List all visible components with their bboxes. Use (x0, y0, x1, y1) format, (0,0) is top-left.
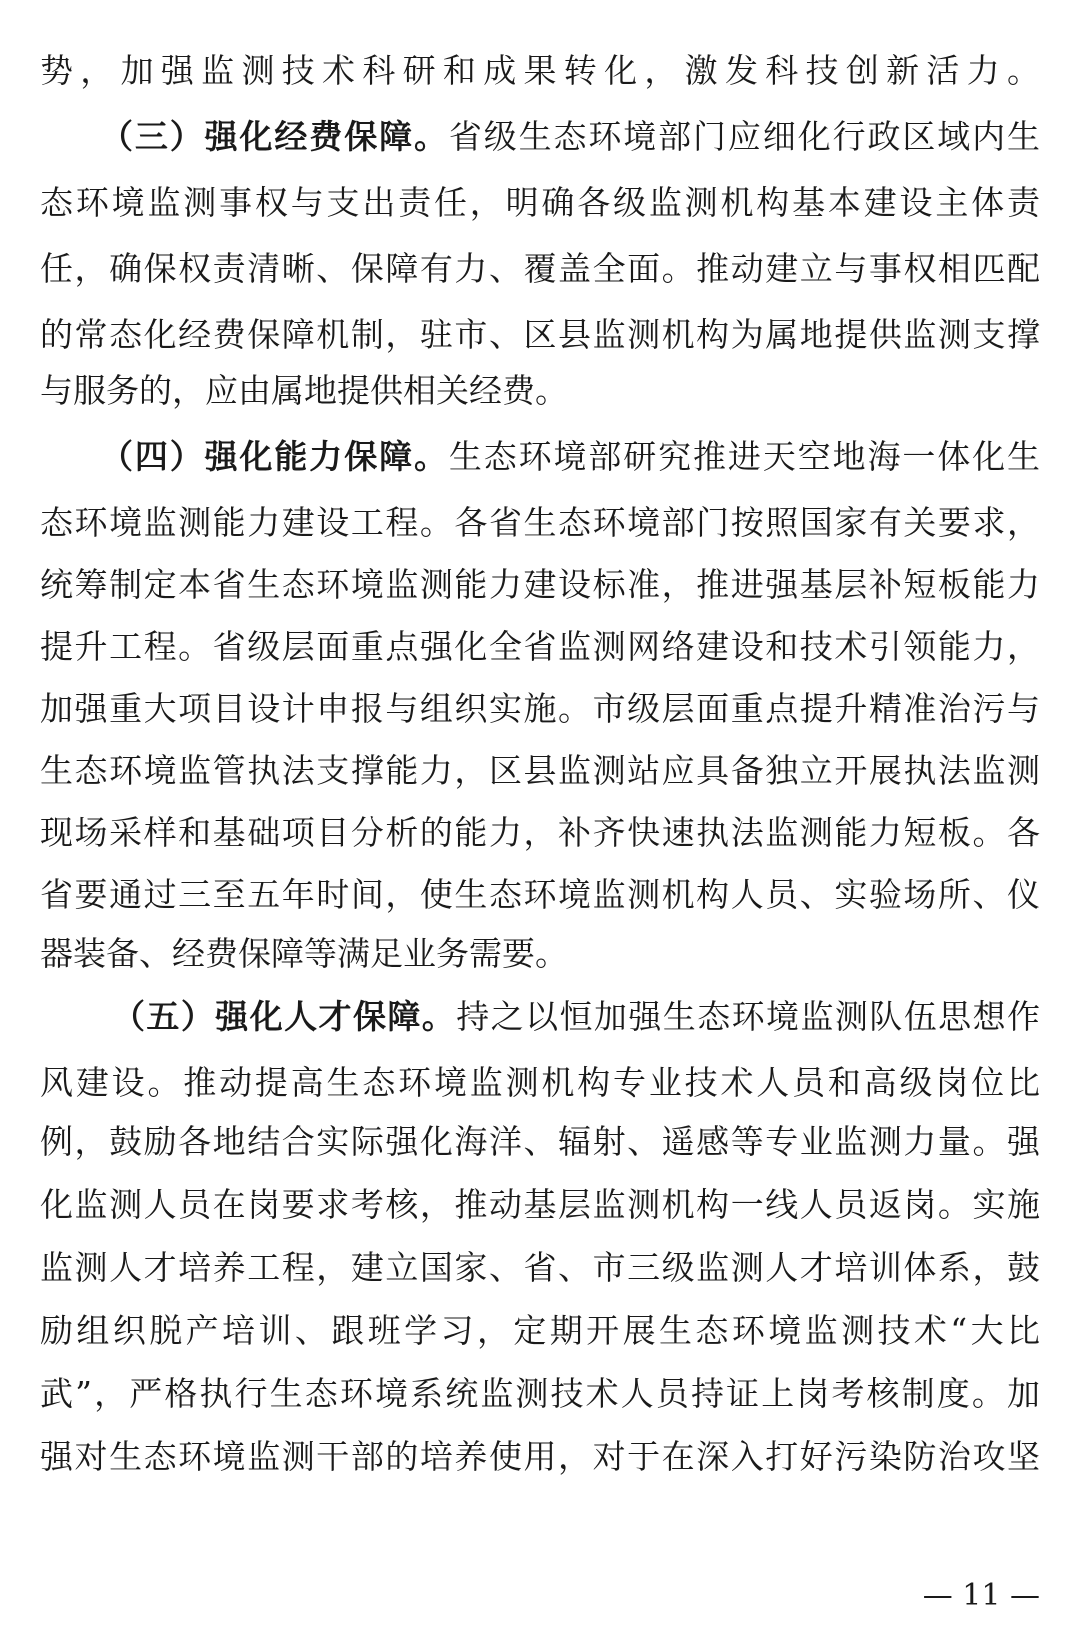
paragraph-line (40, 371, 1040, 411)
line-text: 器装备、经费保障等满足业务需要。 (40, 934, 568, 973)
paragraph-line (40, 249, 1040, 289)
line-text: 加强重大项目设计申报与组织实施。市级层面重点提升精准治污与 (40, 689, 1040, 728)
paragraph-line (40, 1122, 1040, 1162)
line-text: 省级生态环境部门应细化行政区域内生 (448, 117, 1041, 156)
line-text: 统筹制定本省生态环境监测能力建设标准，推进强基层补短板能力 (40, 565, 1040, 604)
paragraph-line (40, 1374, 1040, 1414)
line-text: 省要通过三至五年时间，使生态环境监测机构人员、实验场所、仪 (40, 875, 1040, 914)
paragraph-line (40, 51, 1040, 91)
line-text: 现场采样和基础项目分析的能力，补齐快速执法监测能力短板。各 (40, 813, 1040, 852)
paragraph-line (40, 315, 1040, 355)
line-text: 的常态化经费保障机制，驻市、区县监测机构为属地提供监测支撑 (40, 315, 1040, 354)
line-text: 化监测人员在岗要求考核，推动基层监测机构一线人员返岗。实施 (40, 1185, 1040, 1224)
paragraph-line (40, 813, 1040, 853)
line-text: 生态环境部研究推进天空地海一体化生 (448, 437, 1041, 476)
section-heading: （五）强化人才保障。 (112, 997, 457, 1036)
line-text: 强对生态环境监测干部的培养使用，对于在深入打好污染防治攻坚 (40, 1437, 1040, 1476)
paragraph-line (40, 1248, 1040, 1288)
section-heading-line (112, 997, 1040, 1037)
line-text: 例，鼓励各地结合实际强化海洋、辐射、遥感等专业监测力量。强 (40, 1122, 1040, 1161)
line-text: 提升工程。省级层面重点强化全省监测网络建设和技术引领能力， (40, 627, 1040, 666)
line-text: 励组织脱产培训、跟班学习，定期开展生态环境监测技术“大比 (40, 1311, 1040, 1350)
line-text: 势，加强监测技术科研和成果转化，激发科技创新活力。 (40, 51, 1040, 90)
page-number: — 11 — (922, 1578, 1040, 1613)
paragraph-line (40, 934, 1040, 974)
section-heading: （四）强化能力保障。 (100, 437, 449, 476)
paragraph-line (40, 1311, 1040, 1351)
paragraph-line (40, 1437, 1040, 1477)
line-text: 风建设。推动提高生态环境监测机构专业技术人员和高级岗位比 (40, 1063, 1040, 1102)
section-heading-line (100, 437, 1040, 477)
paragraph-line (40, 1185, 1040, 1225)
line-text: 武”，严格执行生态环境系统监测技术人员持证上岗考核制度。加 (40, 1374, 1040, 1413)
line-text: 态环境监测事权与支出责任，明确各级监测机构基本建设主体责 (40, 183, 1040, 222)
paragraph-line (40, 875, 1040, 915)
paragraph-line (40, 183, 1040, 223)
line-text: 生态环境监管执法支撑能力，区县监测站应具备独立开展执法监测 (40, 751, 1040, 790)
line-text: 态环境监测能力建设工程。各省生态环境部门按照国家有关要求， (40, 503, 1040, 542)
paragraph-line (40, 627, 1040, 667)
line-text: 与服务的，应由属地提供相关经费。 (40, 371, 568, 410)
line-text: 持之以恒加强生态环境监测队伍思想作 (456, 997, 1041, 1036)
line-text: 任，确保权责清晰、保障有力、覆盖全面。推动建立与事权相匹配 (40, 249, 1040, 288)
paragraph-line (40, 1063, 1040, 1103)
paragraph-line (40, 689, 1040, 729)
paragraph-line (40, 565, 1040, 605)
paragraph-line (40, 503, 1040, 543)
section-heading-line (100, 117, 1040, 157)
paragraph-line (40, 751, 1040, 791)
section-heading: （三）强化经费保障。 (100, 117, 449, 156)
line-text: 监测人才培养工程，建立国家、省、市三级监测人才培训体系，鼓 (40, 1248, 1040, 1287)
